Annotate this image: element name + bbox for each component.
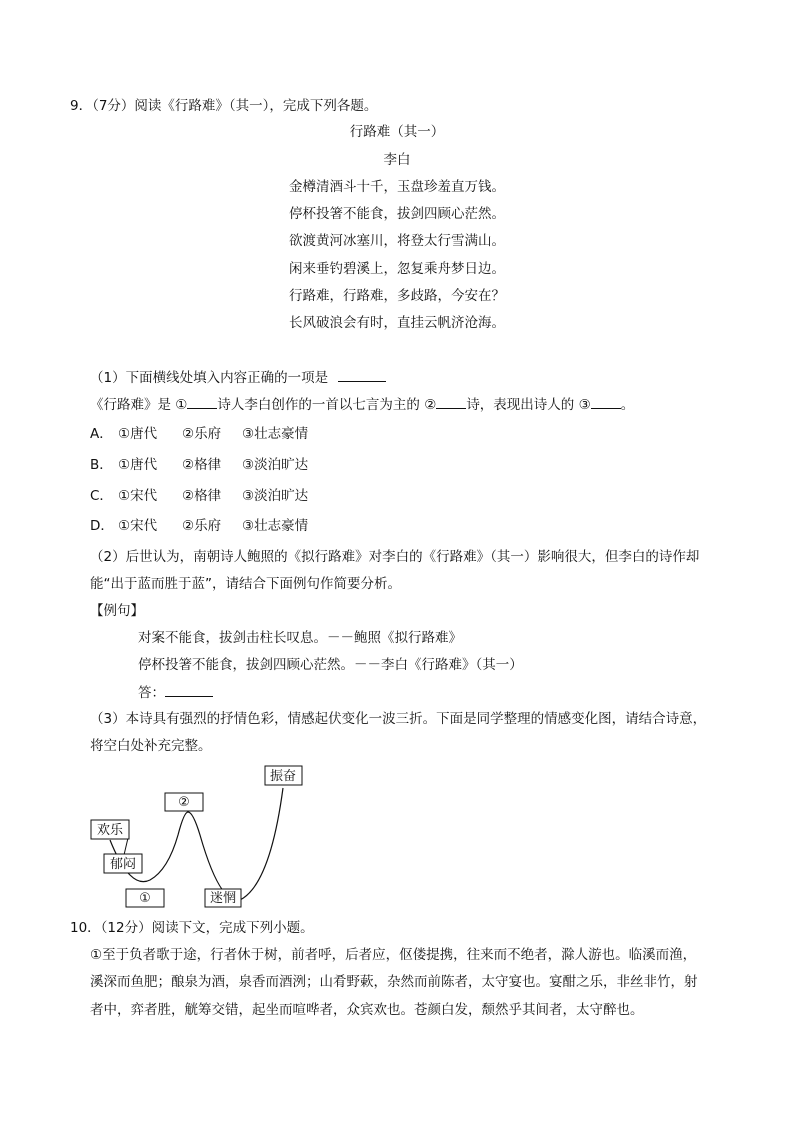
stem-end: 。 [620, 397, 635, 413]
poem-line: 欲渡黄河冰塞川，将登太行雪满山。 [289, 233, 505, 249]
option-part: ①宋代 [118, 518, 158, 534]
option-part: ③淡泊旷达 [242, 457, 309, 473]
poem-line: 闲来垂钓碧溪上，忽复乘舟梦日边。 [289, 261, 505, 277]
poem-title: 行路难（其一） [349, 124, 445, 140]
option-part: ②乐府 [182, 426, 222, 442]
sub3-line1: （3）本诗具有强烈的抒情色彩，情感起伏变化一波三折。下面是同学整理的情感变化图，请结合诗意， [90, 711, 707, 727]
sub1-prompt-text: （1）下面横线处填入内容正确的一项是 [90, 370, 329, 386]
option-part: ②格律 [182, 488, 222, 504]
poem-line: 长风破浪会有时，直挂云帆济沧海。 [289, 315, 505, 331]
poem-line: 停杯投箸不能食，拔剑四顾心茫然。 [289, 206, 505, 222]
stem-part-c: 诗，表现出诗人的 ③ [466, 397, 591, 413]
poem-line: 行路难，行路难，多歧路，今安在？ [289, 288, 505, 304]
option-part: ②格律 [182, 457, 222, 473]
option-part: ③壮志豪情 [242, 426, 309, 442]
answer-label: 答： [138, 685, 165, 701]
connector-line [124, 838, 128, 855]
option-part: ③淡泊旷达 [242, 488, 309, 504]
label-blank-1: ① [139, 891, 151, 906]
question-9-header: 9．（7分）阅读《行路难》（其一），完成下列各题。 [70, 98, 378, 114]
sub2-line1: （2）后世认为，南朝诗人鲍照的《拟行路难》对李白的《行路难》（其一）影响很大，但李白的诗作却 [90, 549, 700, 565]
example-1: 对案不能食，拔剑击柱长叹息。－－鲍照《拟行路难》 [138, 630, 462, 646]
passage-line-1: ①至于负者歌于途，行者休于树，前者呼，后者应，伛偻提携，往来而不绝者，滁人游也。临溪而渔， [90, 947, 697, 963]
poem-line: 金樽清酒斗十千，玉盘珍羞直万钱。 [289, 179, 505, 195]
label-excited: 振奋 [269, 769, 297, 784]
option-letter: B． [90, 457, 113, 473]
option-part: ①唐代 [118, 426, 158, 442]
option-part: ③壮志豪情 [242, 518, 309, 534]
label-gloom: 郁闷 [109, 857, 137, 872]
option-part: ①唐代 [118, 457, 158, 473]
sub3-line2: 将空白处补充完整。 [90, 738, 212, 754]
option-letter: A． [90, 426, 113, 442]
option-letter: D． [90, 518, 114, 534]
label-confused: 迷惘 [209, 891, 237, 906]
stem-part-b: 诗人李白创作的一首以七言为主的 ② [217, 397, 437, 413]
option-part: ①宋代 [118, 488, 158, 504]
label-blank-2: ② [178, 795, 190, 810]
passage-line-2: 溪深而鱼肥；酿泉为酒，泉香而酒洌；山肴野蔌，杂然而前陈者，太守宴也。宴酣之乐，非丝非竹，射 [90, 974, 698, 990]
stem-part-a: 《行路难》是 ① [90, 397, 188, 413]
poem-author: 李白 [383, 152, 411, 168]
sub2-line2: 能“出于蓝而胜于蓝”，请结合下面例句作简要分析。 [90, 576, 401, 592]
example-2: 停杯投箸不能食，拔剑四顾心茫然。－－李白《行路难》（其一） [138, 657, 523, 673]
example-label: 【例句】 [90, 603, 144, 619]
option-part: ②乐府 [182, 518, 222, 534]
option-letter: C． [90, 488, 113, 504]
question-10-header: 10．（12分）阅读下文，完成下列小题。 [70, 920, 314, 936]
passage-line-3: 者中，弈者胜，觥筹交错，起坐而喧哗者，众宾欢也。苍颜白发，颓然乎其间者，太守醉也。 [90, 1002, 644, 1018]
label-joy: 欢乐 [96, 823, 124, 838]
